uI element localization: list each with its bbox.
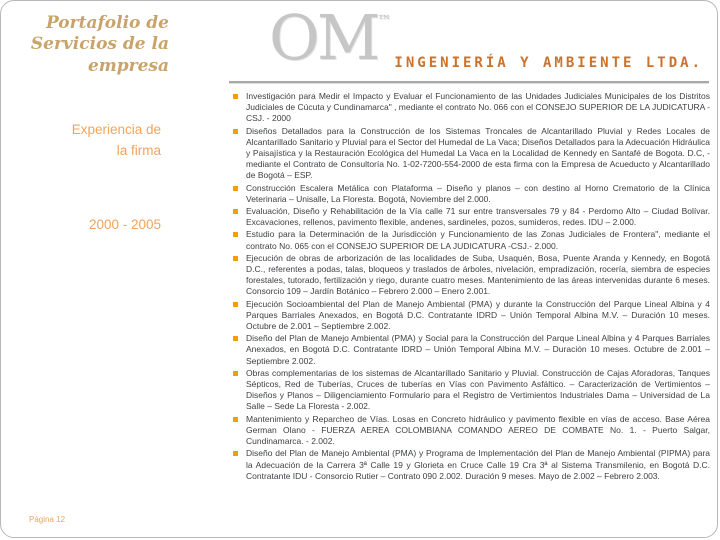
- bullet-square-icon: [233, 94, 238, 99]
- bullet-square-icon: [233, 336, 238, 341]
- item-text: Diseños Detallados para la Construcción de los Sistemas Troncales de Alcantarillado Pluvial y Redes Locales de Alcantarillado Sanitario y Pluvial para el Sector del Humedal de La Vaca; Diseños Detallados para la Adecuación Hidráulica y Paisajística y la Restauración Ecológica del Humedal La Vaca en la Localidad de Kennedy en Santafé de Bogota. D.C, - mediante el Contrato de Consultoría No. 1-02-7200-554-2000 de esta firma con la Empresa de Acueducto y Alcantarillado de Bogotá – ESP.: [246, 125, 710, 181]
- list-item: [232, 91, 710, 125]
- page-number: Página 12: [29, 515, 66, 524]
- list-item: [232, 414, 710, 448]
- logo-text: OM: [269, 1, 378, 74]
- bullet-square-icon: [233, 417, 238, 422]
- bullet-square-icon: [233, 451, 238, 456]
- page-title: Portafolio de Servicios de la empresa: [30, 13, 169, 76]
- item-text: Ejecución Socioambiental del Plan de Manejo Ambiental (PMA) y durante la Construcción del Parque Lineal Albina y 4 Parques Barriales Anexados, en Bogotá D.C. Contratante IDRD – Unión Temporal Albina M.V. – Duración 10 meses. Octubre de 2.001 – Septiembre 2.002.: [246, 298, 710, 332]
- bullet-square-icon: [233, 371, 238, 376]
- list-item: [232, 183, 710, 205]
- logo-trademark: ™: [377, 13, 392, 29]
- item-text: Ejecución de obras de arborización de las localidades de Suba, Usaquén, Bosa, Puente Aranda y Kennedy, en Bogotá D.C., referentes a podas, talas, bloqueos y traslados de árboles, nivelación, empradización, rocería, siembra de especies forestales, tutorado, fertilización y riego, durante cuatro meses. Mantenimiento de las áreas intervenidas durante 6 meses. Consorcio 109 – Jardín Botánico – Febrero 2.000 – Enero 2.001.: [246, 252, 710, 297]
- section-heading-line1: Experiencia de: [71, 122, 161, 137]
- section-heading-line2: la firma: [116, 143, 161, 158]
- item-text: Construcción Escalera Metálica con Plataforma – Diseño y planos – con destino al Horno Crematorio de la Clínica Veterinaria – Unisalle, La Floresta. Bogotá, Noviembre del 2.000.: [246, 182, 710, 204]
- item-text: Obras complementarias de los sistemas de Alcantarillado Sanitario y Pluvial. Construcción de Cajas Aforadoras, Tanques Sépticos, Red de Tuberías, Cruces de tuberías en Vías con Pavimento Asfáltico. – Caracterización de Vertimientos – Diseños y Planos – Diligenciamiento Formulario para el Registro de Vertimientos Industriales Dama – Universidad de La Salle – Sede La Floresta - 2.002.: [246, 367, 710, 412]
- list-item: [232, 206, 710, 228]
- bullet-square-icon: [233, 256, 238, 261]
- experience-list: [232, 91, 710, 483]
- list-item: [232, 333, 710, 367]
- item-text: Diseño del Plan de Manejo Ambiental (PMA) y Programa de Implementación del Plan de Manejo Ambiental (PIPMA) para la Adecuación de la Carrera 3ª Calle 19 y Glorieta en Cruce Calle 19 Cra 3ª al Sistema Transmilenio, en Bogotá D.C. Contratante IDU - Consorcio Rutier – Contrato 090 2.002. Duración 9 meses. Mayo de 2.002 – Febrero 2.003.: [246, 448, 710, 481]
- header-divider: [229, 81, 709, 84]
- om-logo: [269, 1, 392, 74]
- item-text: Investigación para Medir el Impacto y Evaluar el Funcionamiento de las Unidades Judiciales Municipales de los Distritos Judiciales de Cúcuta y Cundinamarca" , mediante el contrato No. 066 con el CONSEJO SUPERIOR DE LA JUDICATURA -CSJ. - 2000: [246, 91, 710, 124]
- item-text: Estudio para la Determinación de la Jurisdicción y Funcionamiento de las Zonas Judiciales de Frontera", mediante el contrato No. 065 con el CONSEJO SUPERIOR DE LA JUDICATURA -CSJ.- 2.000.: [246, 229, 710, 251]
- list-item: [232, 229, 710, 251]
- list-item: [232, 448, 710, 482]
- list-item: [232, 299, 710, 333]
- bullet-square-icon: [233, 129, 238, 134]
- list-item: [232, 253, 710, 298]
- list-item: [232, 126, 710, 182]
- period-label: 2000 - 2005: [88, 217, 161, 232]
- bullet-square-icon: [233, 232, 238, 237]
- item-text: Diseño del Plan de Manejo Ambiental (PMA) y Social para la Construcción del Parque Lineal Albina y 4 Parques Barriales Anexados, en Bogotá D.C. Contratante IDRD – Unión Temporal Albina M.V. – Duración 10 meses. Octubre de 2.001 – Septiembre 2.002.: [246, 333, 710, 366]
- section-heading: [11, 119, 161, 161]
- bullet-square-icon: [233, 209, 238, 214]
- item-text: Mantenimiento y Reparcheo de Vías. Losas en Concreto hidráulico y pavimento flexible en vías de acceso. Base Aérea German Olano - FUERZA AEREA COLOMBIANA COMANDO AEREO DE COMBATE No. 1. - Puerto Salgar, Cundinamarca. - 2.002.: [246, 413, 710, 447]
- bullet-square-icon: [233, 302, 238, 307]
- item-text: Evaluación, Diseño y Rehabilitación de la Vía calle 71 sur entre transversales 79 y 84 - Perdomo Alto – Ciudad Bolívar. Excavaciones, rellenos, pavimento flexible, andenes, sardineles, pozos, sumideros, redes. IDU – 2.000.: [246, 206, 710, 228]
- list-item: [232, 368, 710, 413]
- bullet-square-icon: [233, 186, 238, 191]
- company-name: INGENIERÍA Y AMBIENTE LTDA.: [394, 55, 703, 71]
